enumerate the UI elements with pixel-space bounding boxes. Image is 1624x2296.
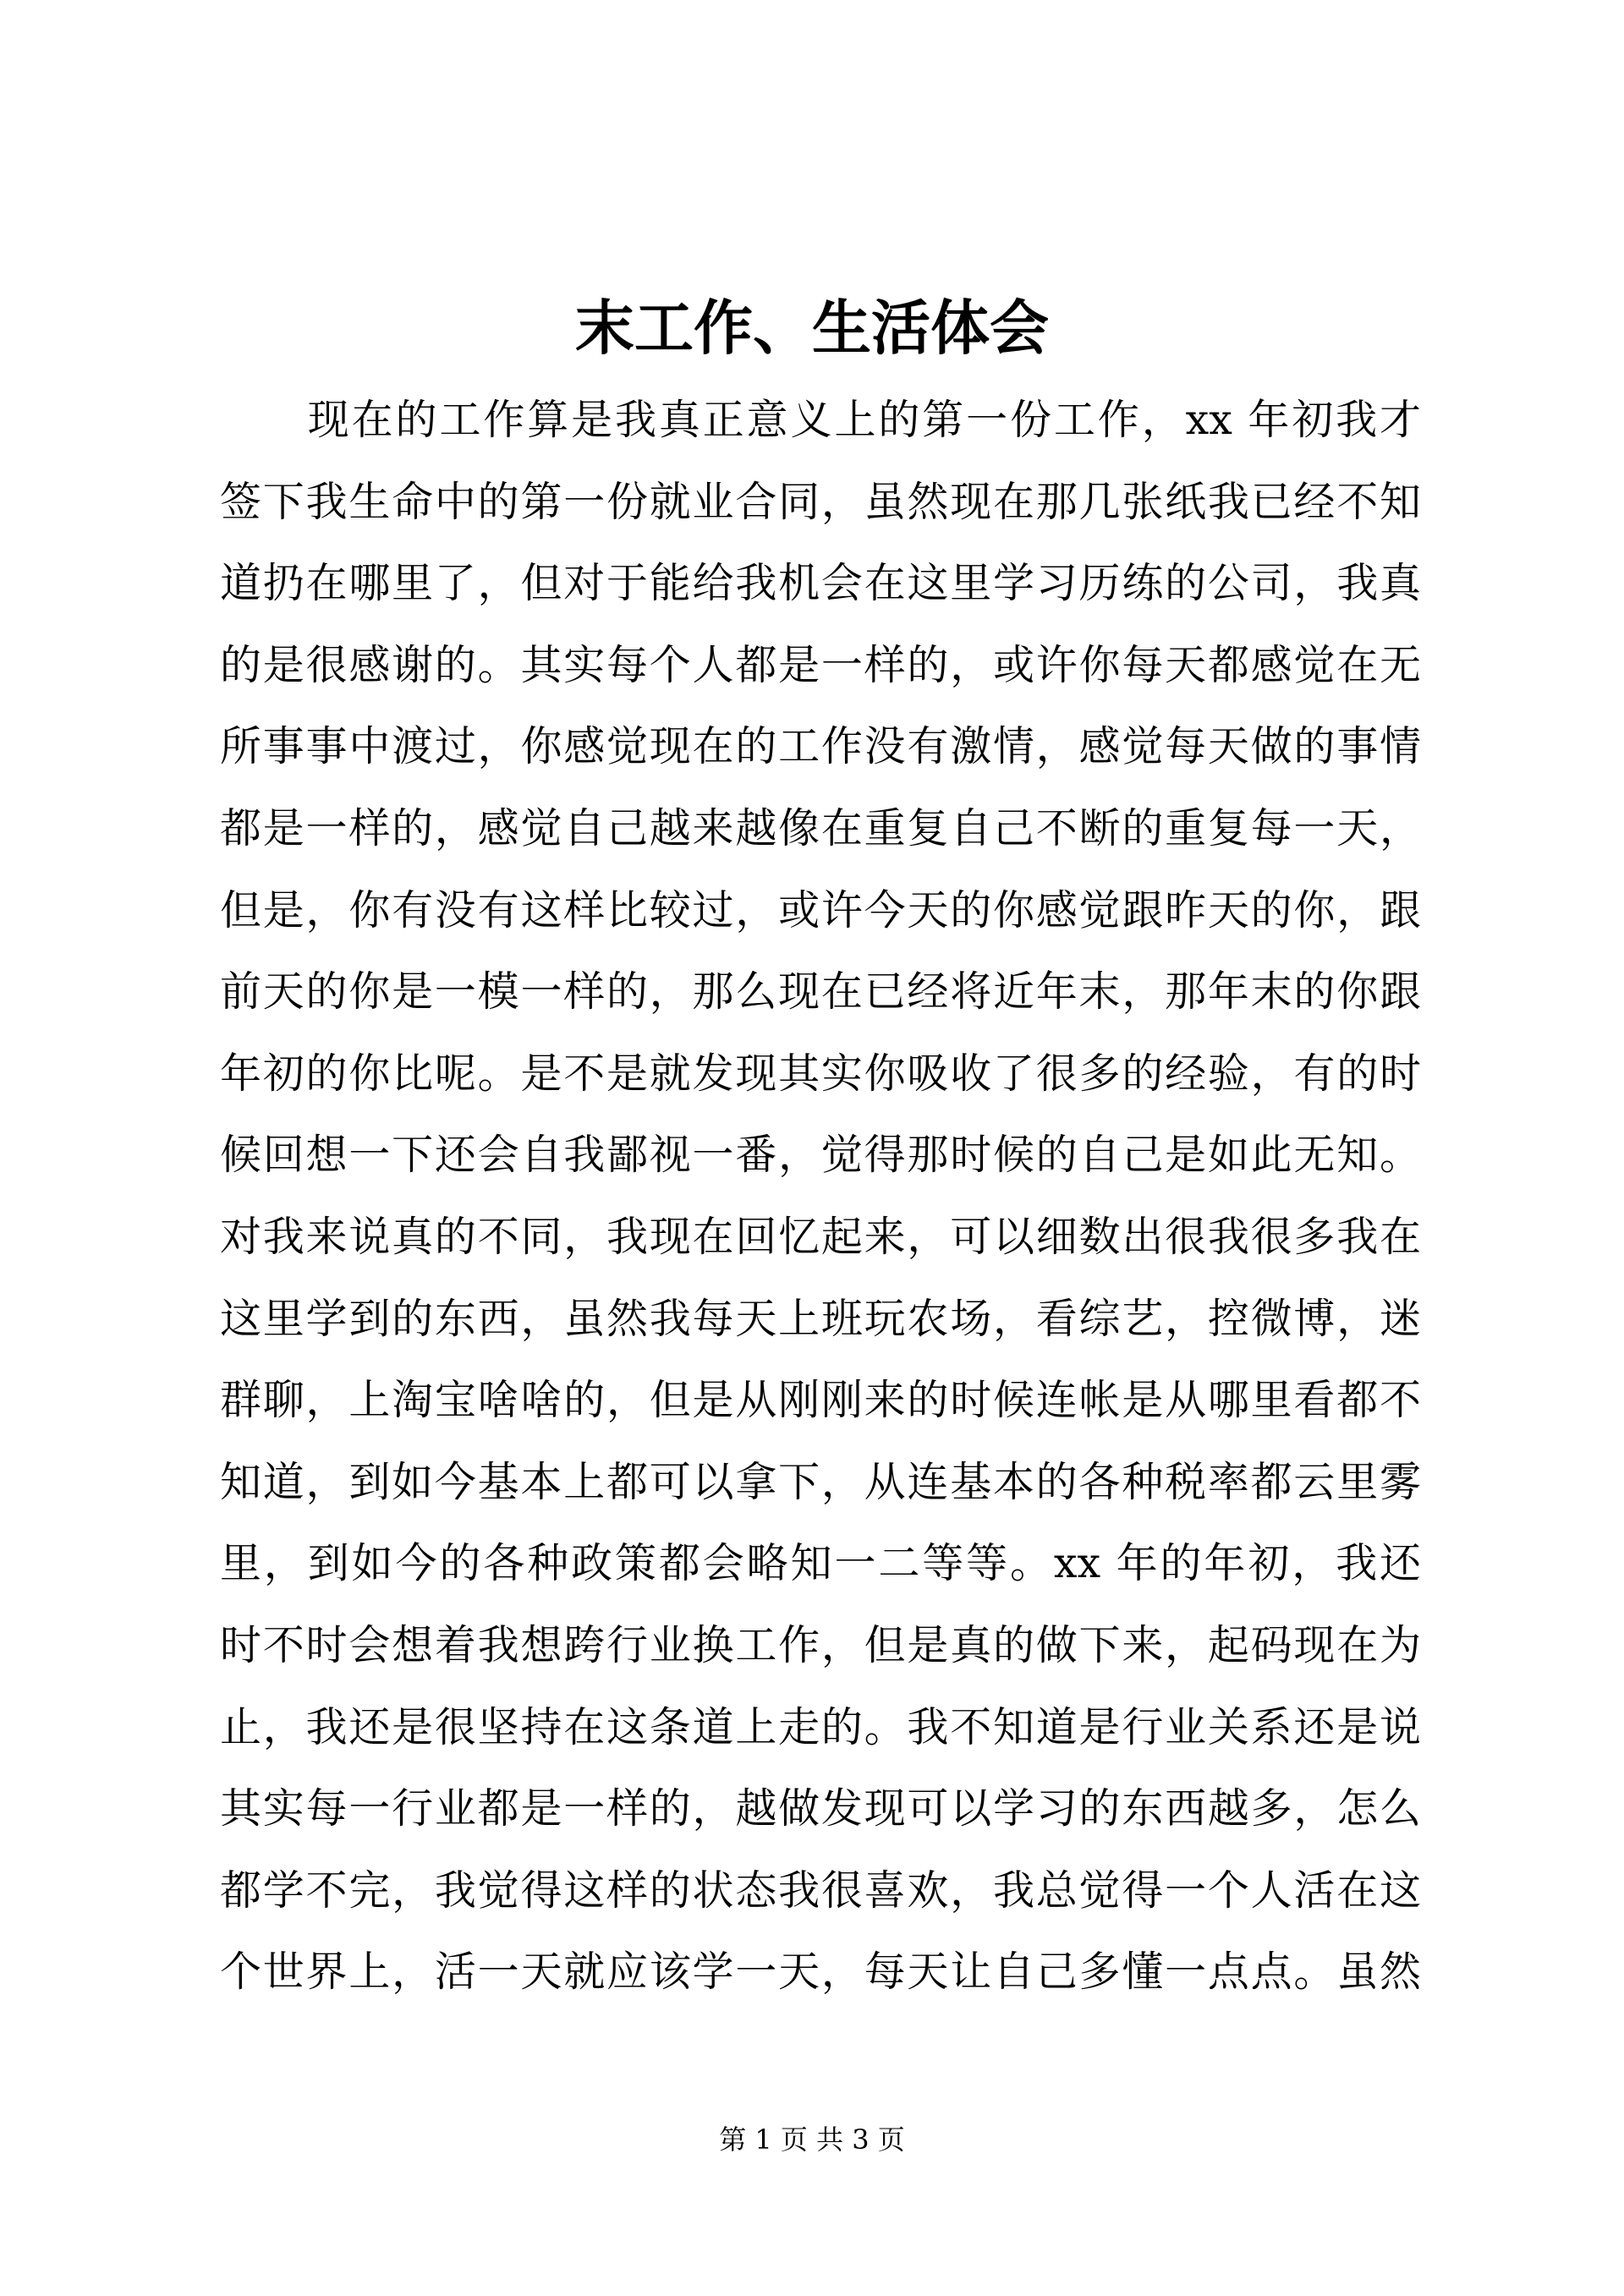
- document-title: 末工作、生活体会: [575, 293, 1049, 363]
- body-line: 个世界上，活一天就应该学一天，每天让自己多懂一点点。虽然: [220, 1948, 1421, 1997]
- body-line: 其实每一行业都是一样的，越做发现可以学习的东西越多，怎么: [220, 1784, 1421, 1833]
- body-line: 时不时会想着我想跨行业换工作，但是真的做下来，起码现在为: [220, 1620, 1421, 1669]
- body-line: 现在的工作算是我真正意义上的第一份工作，xx 年初我才: [220, 396, 1421, 444]
- body-line: 这里学到的东西，虽然我每天上班玩农场，看综艺，控微博，迷: [220, 1294, 1421, 1343]
- body-line: 但是，你有没有这样比较过，或许今天的你感觉跟昨天的你，跟: [220, 885, 1421, 934]
- body-line: 道扔在哪里了，但对于能给我机会在这里学习历练的公司，我真: [220, 559, 1421, 608]
- document-body: [220, 391, 1421, 2025]
- body-line: 年初的你比呢。是不是就发现其实你吸收了很多的经验，有的时: [220, 1049, 1421, 1098]
- body-line: 知道，到如今基本上都可以拿下，从连基本的各种税率都云里雾: [220, 1457, 1421, 1506]
- body-line: 所事事中渡过，你感觉现在的工作没有激情，感觉每天做的事情: [220, 722, 1421, 771]
- body-line: 里，到如今的各种政策都会略知一二等等。xx 年的年初，我还: [220, 1539, 1421, 1588]
- page-number-footer: 第 1 页 共 3 页: [719, 2123, 905, 2156]
- body-line: 都是一样的，感觉自己越来越像在重复自己不断的重复每一天，: [220, 803, 1421, 852]
- body-line: 止，我还是很坚持在这条道上走的。我不知道是行业关系还是说: [220, 1702, 1421, 1751]
- body-line: 群聊，上淘宝啥啥的，但是从刚刚来的时候连帐是从哪里看都不: [220, 1376, 1421, 1425]
- body-line: 前天的你是一模一样的，那么现在已经将近年末，那年末的你跟: [220, 967, 1421, 1016]
- body-line: 的是很感谢的。其实每个人都是一样的，或许你每天都感觉在无: [220, 640, 1421, 689]
- body-line: 签下我生命中的第一份就业合同，虽然现在那几张纸我已经不知: [220, 477, 1421, 526]
- body-line: 都学不完，我觉得这样的状态我很喜欢，我总觉得一个人活在这: [220, 1866, 1421, 1915]
- body-line: 候回想一下还会自我鄙视一番，觉得那时候的自己是如此无知。: [220, 1131, 1421, 1180]
- body-line: 对我来说真的不同，我现在回忆起来，可以细数出很我很多我在: [220, 1212, 1421, 1261]
